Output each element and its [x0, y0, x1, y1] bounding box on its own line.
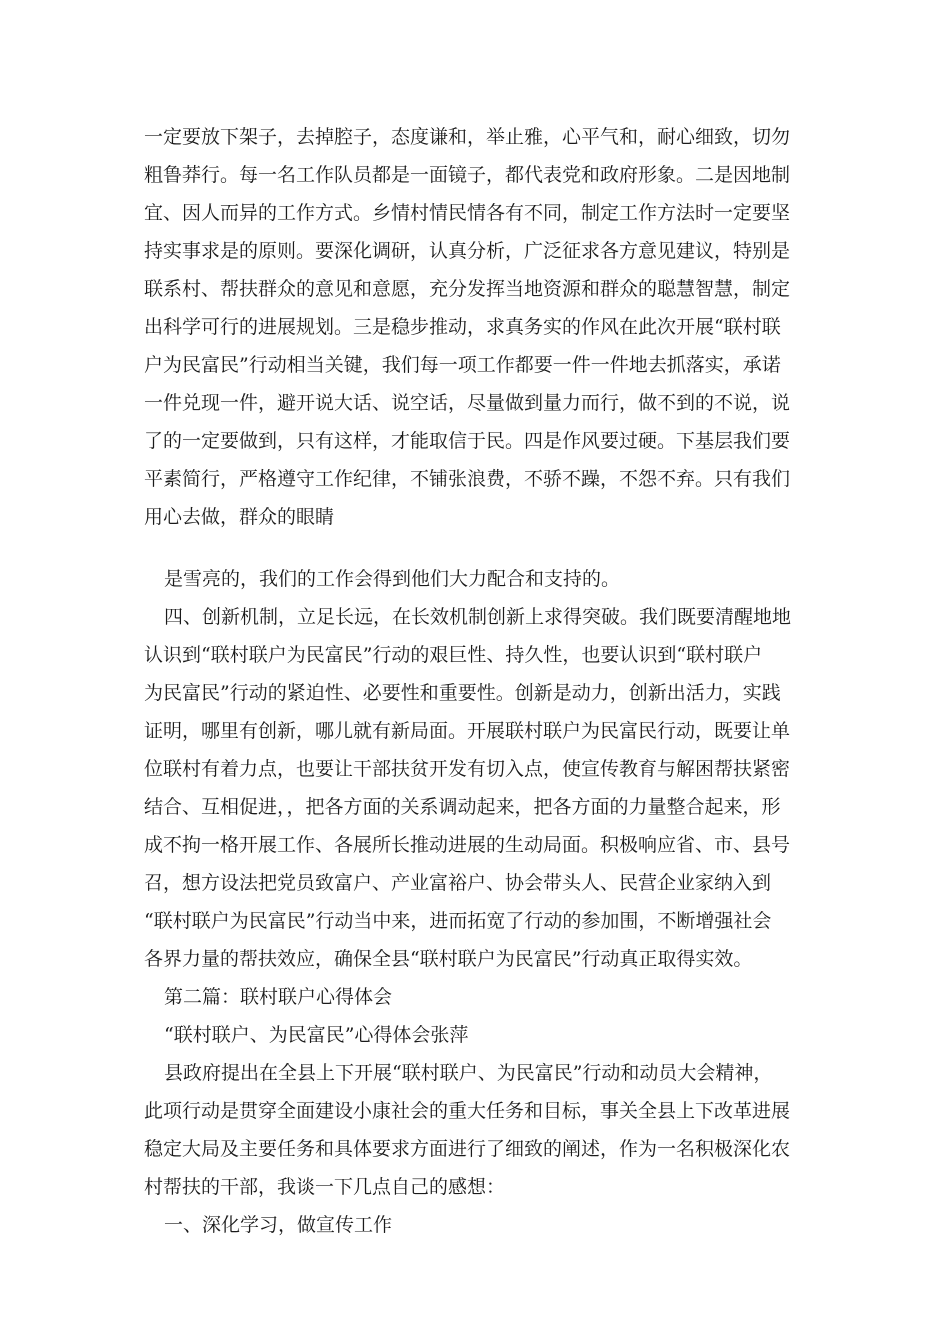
text-line: 粗鲁莽行。每一名工作队员都是一面镜子，都代表党和政府形象。二是因地制	[144, 164, 791, 186]
text-line: 联系村、帮扶群众的意见和意愿，充分发挥当地资源和群众的聪慧智慧，制定	[144, 278, 791, 300]
text-line: 结合、互相促进，，把各方面的关系调动起来，把各方面的力量整合起来，形	[144, 796, 781, 818]
text-line: 召，想方设法把党员致富户、产业富裕户、协会带头人、民营企业家纳入到	[144, 872, 772, 894]
section-heading: 第二篇：联村联户心得体会	[164, 986, 393, 1008]
text-line: 村帮扶的干部，我谈一下几点自己的感想：	[144, 1176, 506, 1198]
article-title: “联村联户、为民富民”心得体会张萍	[164, 1024, 469, 1046]
text-line: 稳定大局及主要任务和具体要求方面进行了细致的阐述，作为一名积极深化农	[144, 1138, 791, 1160]
text-block-1	[144, 118, 804, 536]
text-line: 各界力量的帮扶效应，确保全县“联村联户为民富民”行动真正取得实效。	[144, 948, 753, 970]
text-line: “联村联户为民富民”行动当中来，进而拓宽了行动的参加围，不断增强社会	[144, 910, 772, 932]
text-line: 此项行动是贯穿全面建设小康社会的重大任务和目标，事关全县上下改革进展	[144, 1100, 791, 1122]
text-line: 是雪亮的，我们的工作会得到他们大力配合和支持的。	[164, 568, 621, 590]
text-line: 宜、因人而异的工作方式。乡情村情民情各有不同，制定工作方法时一定要坚	[144, 202, 791, 224]
text-line: 认识到“联村联户为民富民”行动的艰巨性、持久性，也要认识到“联村联户	[144, 644, 763, 666]
text-line: 一定要放下架子，去掉腔子，态度谦和，举止雅，心平气和，耐心细致，切勿	[144, 126, 791, 148]
text-line: 一件兑现一件，避开说大话、说空话，尽量做到量力而行，做不到的不说，说	[144, 392, 791, 414]
text-line: 县政府提出在全县上下开展“联村联户、为民富民”行动和动员大会精神，	[164, 1062, 773, 1084]
text-block-2	[144, 560, 804, 1244]
text-line: 出科学可行的进展规划。三是稳步推动，求真务实的作风在此次开展“联村联	[144, 316, 781, 338]
text-line: 了的一定要做到，只有这样，才能取信于民。四是作风要过硬。下基层我们要	[144, 430, 791, 452]
text-line: 持实事求是的原则。要深化调研，认真分析，广泛征求各方意见建议，特别是	[144, 240, 791, 262]
text-line: 户为民富民”行动相当关键，我们每一项工作都要一件一件地去抓落实，承诺	[144, 354, 781, 376]
section-heading: 一、深化学习，做宣传工作	[164, 1214, 393, 1236]
text-line: 为民富民”行动的紧迫性、必要性和重要性。创新是动力，创新出活力，实践	[144, 682, 781, 704]
text-line: 成不拘一格开展工作、各展所长推动进展的生动局面。积极响应省、市、县号	[144, 834, 791, 856]
text-line: 证明，哪里有创新，哪儿就有新局面。开展联村联户为民富民行动，既要让单	[144, 720, 791, 742]
text-line: 位联村有着力点，也要让干部扶贫开发有切入点，使宣传教育与解困帮扶紧密	[144, 758, 791, 780]
text-line: 用心去做，群众的眼睛	[144, 506, 335, 528]
text-line: 平素简行，严格遵守工作纪律，不铺张浪费，不骄不躁，不怨不弃。只有我们	[144, 468, 791, 490]
text-line: 四、创新机制，立足长远，在长效机制创新上求得突破。我们既要清醒地地	[164, 606, 792, 628]
